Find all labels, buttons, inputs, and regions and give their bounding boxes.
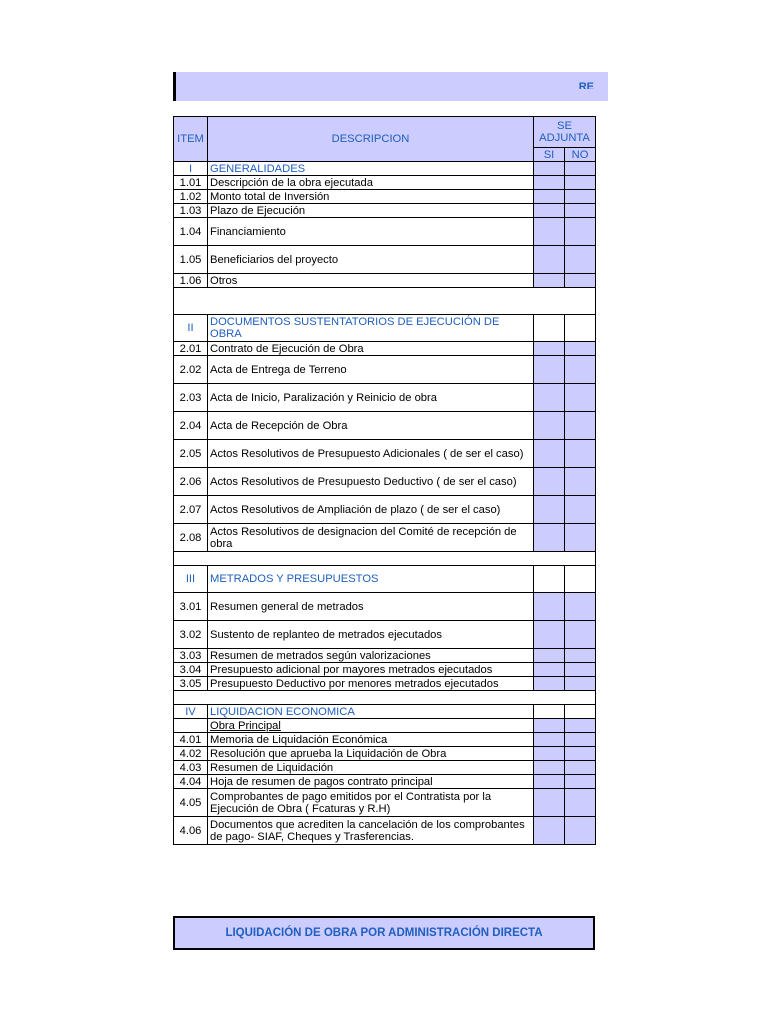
item-description: Comprobantes de pago emitidos por el Contratista por la Ejecución de Obra ( Fcaturas y R.H) xyxy=(208,789,534,817)
item-description: Monto total de Inversión xyxy=(208,190,534,204)
no-checkbox[interactable] xyxy=(565,719,596,733)
item-number: 2.07 xyxy=(174,496,208,524)
si-checkbox[interactable] xyxy=(534,246,565,274)
si-checkbox[interactable] xyxy=(534,384,565,412)
si-checkbox[interactable] xyxy=(534,440,565,468)
item-number: 2.03 xyxy=(174,384,208,412)
item-description: Memoria de Liquidación Económica xyxy=(208,733,534,747)
si-checkbox xyxy=(534,705,565,719)
table-row xyxy=(174,663,596,677)
no-checkbox[interactable] xyxy=(565,761,596,775)
no-checkbox[interactable] xyxy=(565,440,596,468)
si-checkbox[interactable] xyxy=(534,190,565,204)
checklist-body xyxy=(174,162,596,845)
no-checkbox xyxy=(565,315,596,342)
table-row xyxy=(174,761,596,775)
table-row xyxy=(174,649,596,663)
no-checkbox[interactable] xyxy=(565,496,596,524)
no-checkbox[interactable] xyxy=(565,204,596,218)
no-checkbox[interactable] xyxy=(565,524,596,552)
table-row xyxy=(174,246,596,274)
item-number: 3.05 xyxy=(174,677,208,691)
table-row xyxy=(174,342,596,356)
table-row xyxy=(174,747,596,761)
table-row xyxy=(174,440,596,468)
item-number: 2.08 xyxy=(174,524,208,552)
si-checkbox[interactable] xyxy=(534,817,565,845)
header-si: SI xyxy=(534,148,565,162)
item-number: 1.02 xyxy=(174,190,208,204)
si-checkbox[interactable] xyxy=(534,342,565,356)
si-checkbox[interactable] xyxy=(534,496,565,524)
si-checkbox[interactable] xyxy=(534,176,565,190)
si-checkbox[interactable] xyxy=(534,204,565,218)
footer-title-box xyxy=(173,916,595,950)
table-row xyxy=(174,274,596,288)
table-row xyxy=(174,621,596,649)
table-row xyxy=(174,496,596,524)
item-number: 1.03 xyxy=(174,204,208,218)
header-bar-text: RE xyxy=(578,81,594,89)
section-title: LIQUIDACION ECONOMICA xyxy=(208,705,534,719)
header-se-adjunta: SE ADJUNTA xyxy=(534,117,596,148)
item-description: Resolución que aprueba la Liquidación de Obra xyxy=(208,747,534,761)
item-number: 2.06 xyxy=(174,468,208,496)
item-number: 4.02 xyxy=(174,747,208,761)
no-checkbox[interactable] xyxy=(565,817,596,845)
no-checkbox[interactable] xyxy=(565,593,596,621)
si-checkbox[interactable] xyxy=(534,162,565,176)
table-row xyxy=(174,176,596,190)
si-checkbox[interactable] xyxy=(534,593,565,621)
table-row xyxy=(174,468,596,496)
spacer-cell xyxy=(174,552,596,566)
checklist-table xyxy=(173,116,596,845)
item-number: 1.06 xyxy=(174,274,208,288)
item-number: 4.04 xyxy=(174,775,208,789)
no-checkbox[interactable] xyxy=(565,663,596,677)
si-checkbox[interactable] xyxy=(534,775,565,789)
table-row xyxy=(174,593,596,621)
item-number: 1.01 xyxy=(174,176,208,190)
section-number: III xyxy=(174,566,208,593)
no-checkbox[interactable] xyxy=(565,677,596,691)
si-checkbox[interactable] xyxy=(534,663,565,677)
item-number: 4.05 xyxy=(174,789,208,817)
no-checkbox[interactable] xyxy=(565,412,596,440)
subsection-item xyxy=(174,719,208,733)
item-description: Hoja de resumen de pagos contrato principal xyxy=(208,775,534,789)
no-checkbox[interactable] xyxy=(565,218,596,246)
si-checkbox[interactable] xyxy=(534,356,565,384)
no-checkbox[interactable] xyxy=(565,747,596,761)
si-checkbox[interactable] xyxy=(534,733,565,747)
item-description: Financiamiento xyxy=(208,218,534,246)
item-number: 1.04 xyxy=(174,218,208,246)
header-item: ITEM xyxy=(174,117,208,162)
si-checkbox[interactable] xyxy=(534,274,565,288)
item-description: Descripción de la obra ejecutada xyxy=(208,176,534,190)
spacer-row xyxy=(174,552,596,566)
item-number: 2.02 xyxy=(174,356,208,384)
no-checkbox[interactable] xyxy=(565,733,596,747)
item-description: Acta de Inicio, Paralización y Reinicio de obra xyxy=(208,384,534,412)
table-row xyxy=(174,204,596,218)
si-checkbox[interactable] xyxy=(534,719,565,733)
section-row xyxy=(174,315,596,342)
item-number: 3.01 xyxy=(174,593,208,621)
item-number: 2.01 xyxy=(174,342,208,356)
section-number: II xyxy=(174,315,208,342)
item-number: 1.05 xyxy=(174,246,208,274)
item-description: Beneficiarios del proyecto xyxy=(208,246,534,274)
item-description: Acta de Recepción de Obra xyxy=(208,412,534,440)
si-checkbox[interactable] xyxy=(534,218,565,246)
item-description: Contrato de Ejecución de Obra xyxy=(208,342,534,356)
table-row xyxy=(174,789,596,817)
no-checkbox[interactable] xyxy=(565,190,596,204)
table-row xyxy=(174,356,596,384)
top-header-bar xyxy=(173,72,608,101)
item-description: Resumen de Liquidación xyxy=(208,761,534,775)
spacer-cell xyxy=(174,691,596,705)
subsection-row xyxy=(174,719,596,733)
item-number: 3.03 xyxy=(174,649,208,663)
section-row xyxy=(174,705,596,719)
header-no: NO xyxy=(565,148,596,162)
item-number: 3.04 xyxy=(174,663,208,677)
item-description: Documentos que acrediten la cancelación de los comprobantes de pago- SIAF, Cheques y Trasferencias. xyxy=(208,817,534,845)
spacer-row xyxy=(174,288,596,315)
table-row xyxy=(174,817,596,845)
item-number: 2.04 xyxy=(174,412,208,440)
no-checkbox xyxy=(565,566,596,593)
table-row xyxy=(174,190,596,204)
item-description: Resumen general de metrados xyxy=(208,593,534,621)
si-checkbox[interactable] xyxy=(534,649,565,663)
no-checkbox[interactable] xyxy=(565,789,596,817)
no-checkbox[interactable] xyxy=(565,649,596,663)
no-checkbox[interactable] xyxy=(565,342,596,356)
no-checkbox[interactable] xyxy=(565,274,596,288)
item-description: Presupuesto Deductivo por menores metrados ejecutados xyxy=(208,677,534,691)
no-checkbox xyxy=(565,705,596,719)
item-description: Plazo de Ejecución xyxy=(208,204,534,218)
section-title: DOCUMENTOS SUSTENTATORIOS DE EJECUCIÓN DE OBRA xyxy=(208,315,534,342)
footer-title: LIQUIDACIÓN DE OBRA POR ADMINISTRACIÓN DIRECTA xyxy=(225,927,543,939)
item-number: 2.05 xyxy=(174,440,208,468)
item-description: Acta de Entrega de Terreno xyxy=(208,356,534,384)
section-number: IV xyxy=(174,705,208,719)
item-number: 4.01 xyxy=(174,733,208,747)
si-checkbox[interactable] xyxy=(534,524,565,552)
item-description: Presupuesto adicional por mayores metrados ejecutados xyxy=(208,663,534,677)
table-row xyxy=(174,775,596,789)
section-number: I xyxy=(174,162,208,176)
no-checkbox[interactable] xyxy=(565,468,596,496)
si-checkbox xyxy=(534,566,565,593)
no-checkbox[interactable] xyxy=(565,384,596,412)
spacer-cell xyxy=(174,288,596,315)
item-number: 4.03 xyxy=(174,761,208,775)
si-checkbox[interactable] xyxy=(534,789,565,817)
item-number: 3.02 xyxy=(174,621,208,649)
section-row xyxy=(174,162,596,176)
item-description: Resumen de metrados según valorizaciones xyxy=(208,649,534,663)
si-checkbox[interactable] xyxy=(534,761,565,775)
si-checkbox[interactable] xyxy=(534,621,565,649)
section-row xyxy=(174,566,596,593)
table-row xyxy=(174,677,596,691)
si-checkbox[interactable] xyxy=(534,677,565,691)
item-description: Actos Resolutivos de Presupuesto Deductivo ( de ser el caso) xyxy=(208,468,534,496)
si-checkbox[interactable] xyxy=(534,468,565,496)
table-row xyxy=(174,524,596,552)
no-checkbox[interactable] xyxy=(565,176,596,190)
table-row xyxy=(174,733,596,747)
si-checkbox xyxy=(534,315,565,342)
si-checkbox[interactable] xyxy=(534,412,565,440)
header-descripcion: DESCRIPCION xyxy=(208,117,534,162)
no-checkbox[interactable] xyxy=(565,775,596,789)
item-description: Actos Resolutivos de Presupuesto Adicionales ( de ser el caso) xyxy=(208,440,534,468)
subsection-title: Obra Principal xyxy=(208,719,534,733)
no-checkbox[interactable] xyxy=(565,621,596,649)
section-title: GENERALIDADES xyxy=(208,162,534,176)
si-checkbox[interactable] xyxy=(534,747,565,761)
item-description: Actos Resolutivos de designacion del Comité de recepción de obra xyxy=(208,524,534,552)
item-description: Otros xyxy=(208,274,534,288)
table-row xyxy=(174,218,596,246)
item-description: Sustento de replanteo de metrados ejecutados xyxy=(208,621,534,649)
no-checkbox[interactable] xyxy=(565,356,596,384)
table-row xyxy=(174,412,596,440)
no-checkbox[interactable] xyxy=(565,246,596,274)
section-title: METRADOS Y PRESUPUESTOS xyxy=(208,566,534,593)
no-checkbox[interactable] xyxy=(565,162,596,176)
item-number: 4.06 xyxy=(174,817,208,845)
item-description: Actos Resolutivos de Ampliación de plazo ( de ser el caso) xyxy=(208,496,534,524)
table-row xyxy=(174,384,596,412)
spacer-row xyxy=(174,691,596,705)
